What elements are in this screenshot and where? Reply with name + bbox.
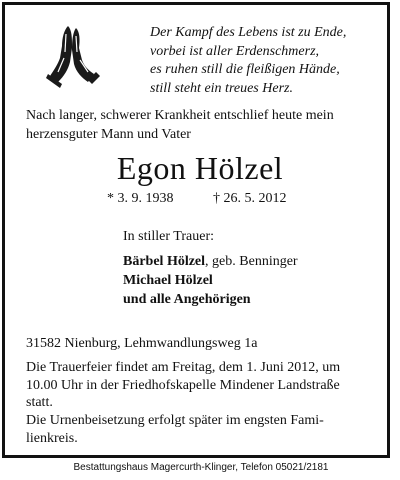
mourner-relatives: und alle Angehörigen bbox=[123, 292, 251, 307]
mourner-name: Michael Hölzel bbox=[123, 273, 213, 288]
family-address: 31582 Nienburg, Lehmwandlungsweg 1a bbox=[26, 336, 258, 351]
mourner-line bbox=[123, 290, 383, 309]
poem-line: still steht ein treues Herz. bbox=[150, 80, 293, 96]
urn-burial-text bbox=[26, 412, 378, 447]
text-line: 10.00 Uhr in der Friedhofskapelle Mindener Landstraße bbox=[26, 377, 340, 393]
funeral-service-text bbox=[26, 359, 378, 412]
text-line: Die Urnenbeisetzung erfolgt später im engsten Fami- bbox=[26, 413, 324, 428]
poem-line: Der Kampf des Lebens ist zu Ende, bbox=[150, 25, 347, 40]
poem-line: vorbei ist aller Erdenschmerz, bbox=[150, 43, 320, 59]
death-date: † 26. 5. 2012 bbox=[213, 191, 287, 206]
intro-text: Nach langer, schwerer Krankheit entschlief heute mein herzensguter Mann und Vater bbox=[26, 108, 334, 142]
text-line: statt. bbox=[26, 395, 53, 410]
funeral-home-footer: Bestattungshaus Magercurth-Klinger, Telefon 05021/2181 bbox=[73, 462, 329, 473]
mourner-line bbox=[123, 271, 383, 290]
text-line: lienkreis. bbox=[26, 430, 78, 446]
mourner-maiden-name: , geb. Benninger bbox=[205, 254, 298, 269]
text-line: Die Trauerfeier findet am Freitag, dem 1. Juni 2012, um bbox=[26, 360, 341, 375]
praying-hands-icon bbox=[38, 22, 106, 90]
mourners-list bbox=[123, 252, 383, 309]
mourner-name: Bärbel Hölzel bbox=[123, 254, 206, 269]
poem-verse bbox=[150, 24, 386, 98]
birth-date: * 3. 9. 1938 bbox=[107, 191, 174, 206]
deceased-name: Egon Hölzel bbox=[116, 150, 284, 186]
mourning-label: In stiller Trauer: bbox=[123, 229, 214, 244]
poem-line: es ruhen still die fleißigen Hände, bbox=[150, 62, 340, 77]
mourner-line bbox=[123, 252, 383, 271]
